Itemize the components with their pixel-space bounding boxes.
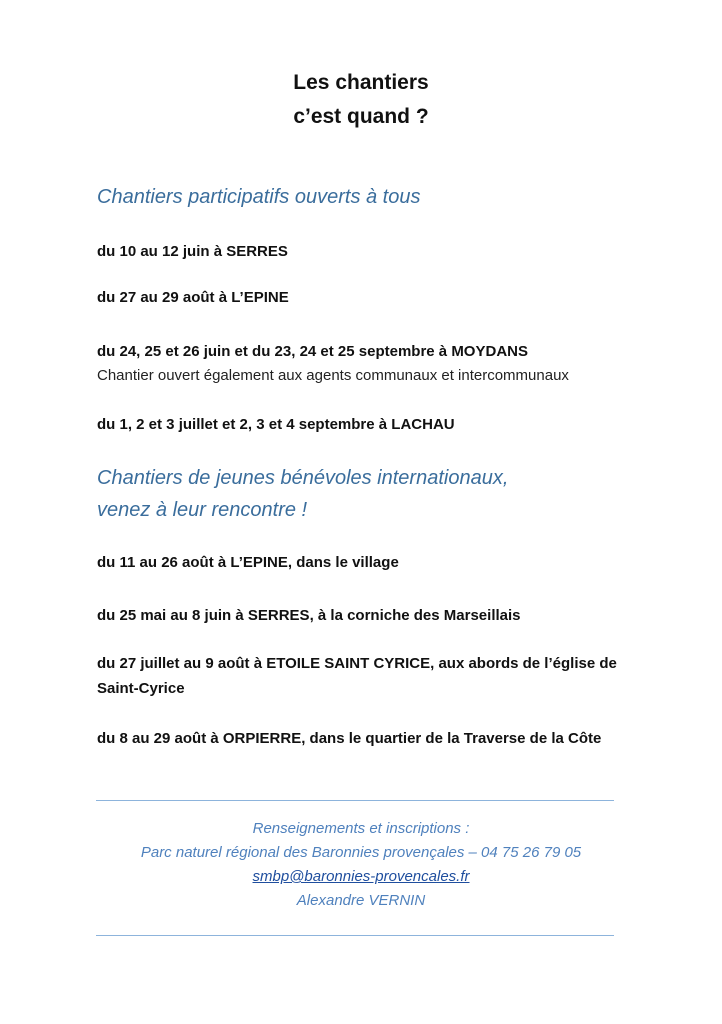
page-title (0, 66, 722, 134)
entry-orpierre: du 8 au 29 août à ORPIERRE, dans le quartier de la Traverse de la Côte (97, 730, 602, 747)
entry-serres-corniche: du 25 mai au 8 juin à SERRES, à la corniche des Marseillais (97, 607, 521, 624)
title-line-2: c’est quand ? (293, 105, 429, 128)
email-link[interactable]: smbp@baronnies-provencales.fr (252, 868, 470, 885)
entry-serres-juin: du 10 au 12 juin à SERRES (97, 243, 288, 260)
title-line-1: Les chantiers (293, 71, 429, 94)
section-heading-benevoles-line-1: Chantiers de jeunes bénévoles internationaux, (97, 467, 509, 489)
divider-top (96, 800, 614, 801)
section-heading-participatifs: Chantiers participatifs ouverts à tous (97, 186, 421, 208)
entry-moydans-note: Chantier ouvert également aux agents communaux et intercommunaux (97, 367, 569, 384)
entry-lachau: du 1, 2 et 3 juillet et 2, 3 et 4 septembre à LACHAU (97, 416, 455, 433)
section-heading-benevoles (97, 462, 508, 526)
divider-bottom (96, 935, 614, 936)
entry-lepine-village: du 11 au 26 août à L’EPINE, dans le village (97, 554, 399, 571)
entry-etoile-saint-cyrice (97, 651, 677, 701)
entry-moydans: du 24, 25 et 26 juin et du 23, 24 et 25 septembre à MOYDANS (97, 343, 528, 360)
contact-footer (0, 817, 722, 913)
footer-contact-name: Alexandre VERNIN (296, 892, 426, 909)
entry-etoile-line-1: du 27 juillet au 9 août à ETOILE SAINT CYRICE, aux abords de l’église de (97, 655, 617, 672)
entry-etoile-line-2: Saint-Cyrice (97, 680, 185, 697)
footer-info-heading: Renseignements et inscriptions : (252, 820, 470, 837)
entry-lepine-aout: du 27 au 29 août à L’EPINE (97, 289, 289, 306)
section-heading-benevoles-line-2: venez à leur rencontre ! (97, 499, 308, 521)
footer-organization-phone: Parc naturel régional des Baronnies provençales – 04 75 26 79 05 (140, 844, 582, 861)
